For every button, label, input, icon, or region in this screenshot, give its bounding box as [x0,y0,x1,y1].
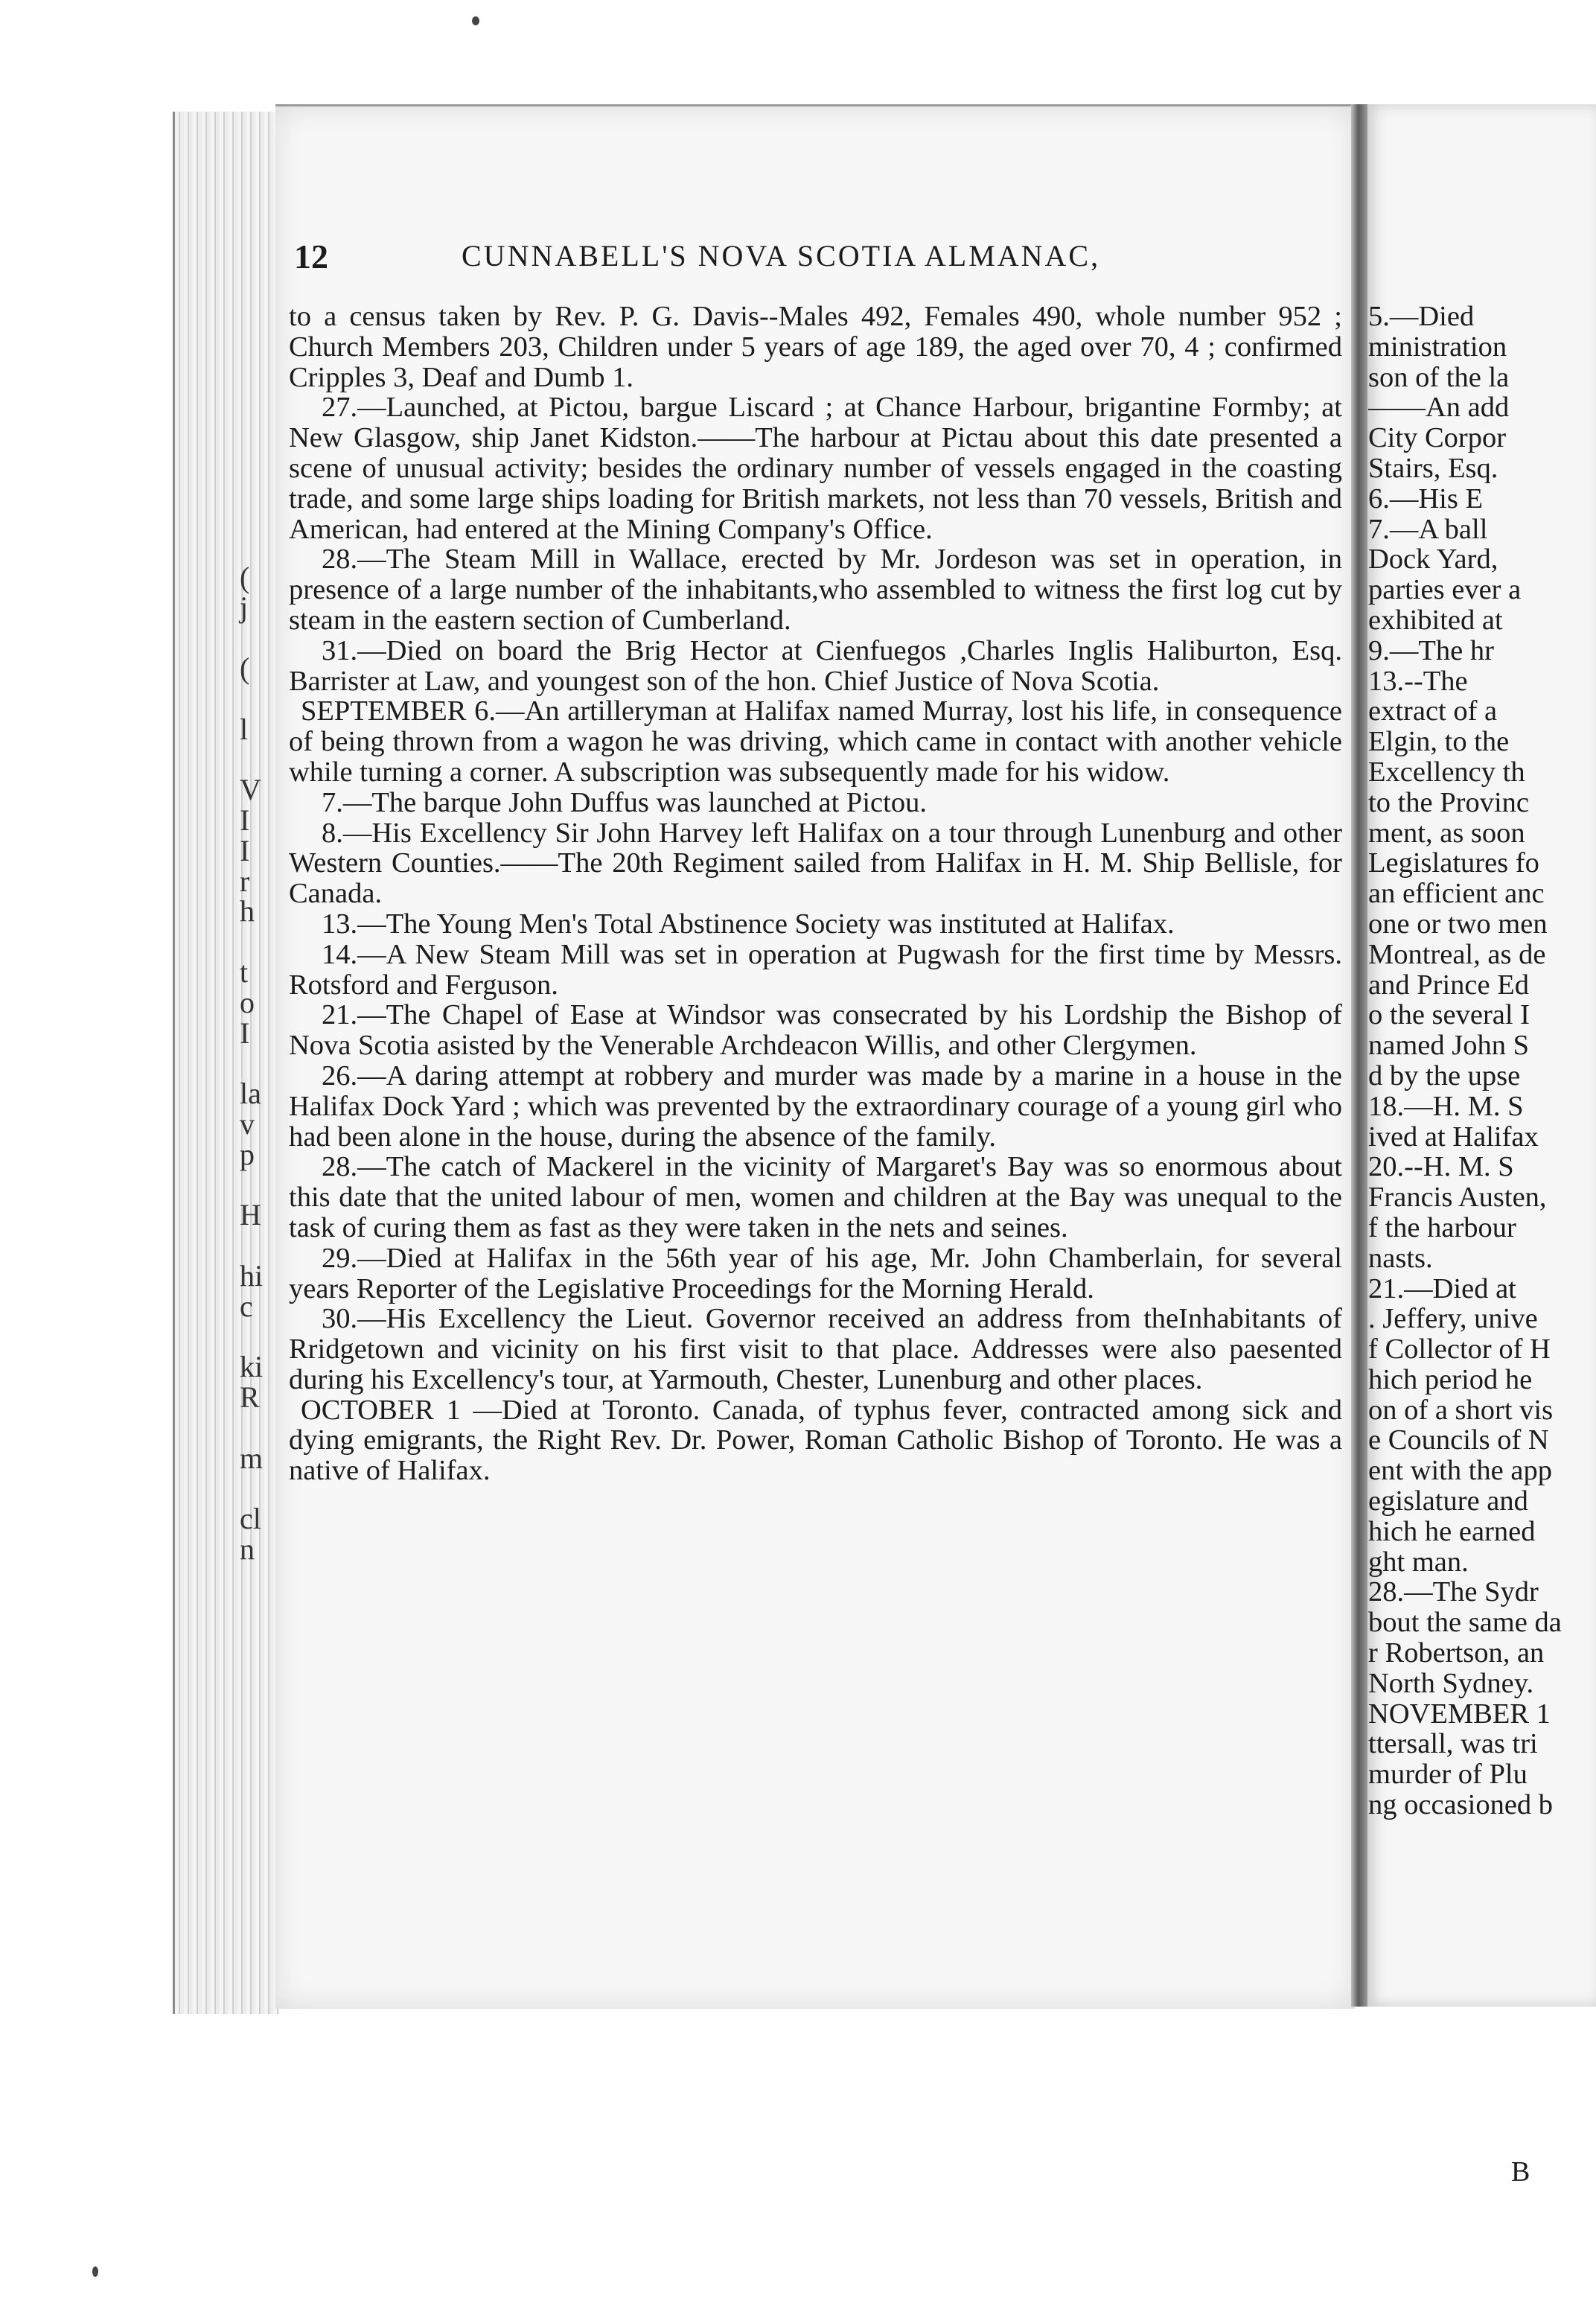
right-page-line: North Sydney. [1368,1668,1534,1699]
right-page-line: Montreal, as de [1368,939,1546,970]
margin-fragment: o [240,985,255,1019]
margin-fragment [240,471,269,502]
margin-fragment [240,441,269,471]
chronicle-entry-paragraph: 14.—A New Steam Mill was set in operation at Pugwash for the first time by Messrs. Rotsford and Ferguson. [289,938,1342,1001]
right-page-line: murder of Plu [1368,1759,1528,1791]
right-page-line: NOVEMBER 1 [1368,1698,1551,1730]
right-page-line: egislature and [1368,1486,1528,1517]
right-page-line: 7.—A ball [1368,514,1488,545]
right-page-line: f Collector of H [1368,1334,1551,1365]
month-entry-paragraph: SEPTEMBER 6.—An artilleryman at Halifax named Murray, lost his life, in consequence of being thrown from a wagon he was driving, which came in contact with another vehicle while turning a corner. A subscription was subsequently made for his widow. [289,695,1342,788]
chronicle-entry-paragraph: 27.—Launched, at Pictou, bargue Liscard ; at Chance Harbour, brigantine Formby; at New Glasgow, ship Janet Kidston.——The harbour at Pictau about this date presented a scene of unusual activity; besides the ordinary number of vessels engaged in the coasting trade, and some large ships loading for British markets, not less than 70 vessels, British and American, had entered at the Mining Company's Office. [289,392,1342,545]
page-body-text [289,302,1342,1486]
month-entry-paragraph: OCTOBER 1 —Died at Toronto. Canada, of typhus fever, contracted among sick and dying emigrants, the Right Rev. Dr. Power, Roman Catholic Bishop of Toronto. He was a native of Halifax. [289,1394,1342,1487]
right-page-line: named John S [1368,1030,1530,1061]
right-page-line: f the harbour [1368,1212,1516,1243]
right-page-line: Francis Austen, [1368,1182,1547,1213]
margin-fragment: t [240,955,249,989]
right-page-text [1368,302,1596,1820]
right-page-line: ng occasioned b [1368,1790,1554,1820]
right-page-line: on of a short vis [1368,1395,1554,1426]
chronicle-entry-paragraph: 30.—His Excellency the Lieut. Governor received an address from theInhabitants of Rridgetown and vicinity on his first visit to that place. Addresses were also paesented during his Excellency's tour, at Yarmouth, Chester, Lunenburg and other places. [289,1303,1342,1395]
margin-fragment: m [240,1441,264,1475]
chronicle-entry-paragraph: 28.—The catch of Mackerel in the vicinity of Margaret's Bay was so enormous about this date that the united labour of men, women and children at the Bay was unequal to the task of curing them as fast as they were taken in the nets and seines. [289,1151,1342,1243]
page-number: 12 [294,238,328,275]
margin-fragment: cl [240,1502,261,1536]
right-page-line: to the Provinc [1368,787,1529,818]
right-page-line: and Prince Ed [1368,969,1529,1001]
margin-fragment: V [240,773,261,807]
right-page-line: 20.--H. M. S [1368,1152,1514,1183]
margin-fragment [240,1048,269,1079]
right-page-line: r Robertson, an [1368,1638,1545,1669]
right-page-line: one or two men [1368,908,1548,940]
page-header [294,237,1351,281]
margin-fragment [240,684,269,715]
margin-fragment [240,927,269,957]
margin-fragment [240,1413,269,1444]
right-page-line: an efficient anc [1368,879,1545,909]
margin-fragment: I [240,833,250,867]
margin-fragment [240,532,269,563]
chronicle-entry-paragraph: to a census taken by Rev. P. G. Davis--Males 492, Females 490, whole number 952 ; Church Members 203, Children under 5 years of age 189, the aged over 70, 4 ; confirmed Cripples 3, Deaf and Dumb 1. [289,301,1342,393]
right-page-line: Stairs, Esq. [1368,453,1498,484]
margin-fragment: n [240,1532,255,1567]
right-page-line: ttersall, was tri [1368,1729,1538,1760]
right-page-line: 13.--The [1368,666,1468,697]
margin-fragment: I [240,1016,250,1050]
chronicle-entry-paragraph: 31.—Died on board the Brig Hector at Cienfuegos ,Charles Inglis Haliburton, Esq. Barrister at Law, and youngest son of the hon. Chief Justice of Nova Scotia. [289,634,1342,697]
right-page-line: hich he earned [1368,1516,1536,1547]
margin-fragment: v [240,1106,255,1141]
margin-fragment [240,1170,269,1201]
margin-fragment: ki [240,1350,264,1384]
right-page-line: 9.—The hr [1368,635,1494,666]
margin-fragment: j [240,590,249,625]
margin-fragment [240,350,269,380]
right-page-line: ment, as soon [1368,818,1525,849]
margin-fragment: c [240,1289,253,1323]
right-page-line: ——An add [1368,392,1510,424]
margin-fragment: I [240,803,250,837]
chronicle-entry-paragraph: 29.—Died at Halifax in the 56th year of his age, Mr. John Chamberlain, for several years Reporter of the Legislative Proceedings for the Morning Herald. [289,1242,1342,1304]
margin-fragment [240,1473,269,1504]
right-page-line: 6.—His E [1368,483,1483,514]
margin-fragment [240,1322,269,1353]
margin-fragment: p [240,1137,255,1171]
right-page-line: parties ever a [1368,575,1522,605]
margin-fragment: la [240,1077,261,1111]
right-page-line: 18.—H. M. S [1368,1091,1524,1122]
margin-fragment [240,502,269,532]
right-page-line: bout the same da [1368,1607,1562,1639]
margin-fragment: H [240,1198,261,1232]
right-page-line: d by the upse [1368,1060,1521,1092]
margin-fragment [240,745,269,775]
right-page-line: e Councils of N [1368,1425,1549,1456]
scan-speck [92,2266,98,2277]
margin-fragment: ( [240,560,250,594]
margin-fragment: ( [240,651,250,685]
right-page-line: . Jeffery, unive [1368,1304,1538,1335]
right-page-line: ministration [1368,331,1507,363]
margin-fragment: l [240,712,249,746]
margin-fragment: hi [240,1258,264,1293]
right-page-line: extract of a [1368,696,1498,727]
chronicle-entry-paragraph: 28.—The Steam Mill in Wallace, erected by Mr. Jordeson was set in operation, in presence of a large number of the inhabitants,who assembled to witness the first log cut by steam in the eastern section of Cumberland. [289,544,1342,636]
right-page-line: son of the la [1368,362,1510,393]
right-page-line: ght man. [1368,1546,1469,1578]
right-page-line: ent with the app [1368,1456,1552,1487]
signature-mark: B [1511,2156,1530,2187]
margin-fragment [240,411,269,442]
right-page-line: 21.—Died at [1368,1273,1516,1304]
right-page-line: exhibited at [1368,605,1503,636]
scan-speck [472,16,479,25]
margin-fragment: r [240,864,250,898]
right-page-line: Elgin, to the [1368,727,1510,757]
right-page-line: Excellency th [1368,756,1525,788]
right-page-line: ived at Halifax [1368,1121,1539,1153]
running-title: CUNNABELL'S NOVA SCOTIA ALMANAC, [462,239,1101,273]
right-page-line: 5.—Died [1368,302,1475,332]
chronicle-entry-paragraph: 21.—The Chapel of Ease at Windsor was consecrated by his Lordship the Bishop of Nova Scotia asisted by the Venerable Archdeacon Willis, and other Clergymen. [289,999,1342,1062]
left-margin-fragments [240,350,269,1565]
margin-fragment [240,623,269,654]
right-page-line: City Corpor [1368,423,1507,453]
chronicle-entry-paragraph: 8.—His Excellency Sir John Harvey left Halifax on a tour through Lunenburg and other Western Counties.——The 20th Regiment sailed from Halifax in H. M. Ship Bellisle, for Canada. [289,817,1342,910]
right-page-line: o the several I [1368,1000,1530,1031]
right-page-line: Legislatures fo [1368,848,1539,879]
chronicle-entry-paragraph: 26.—A daring attempt at robbery and murder was made by a marine in a house in the Halifax Dock Yard ; which was prevented by the extraordinary courage of a young girl who had been alone in the house, during the absence of the family. [289,1059,1342,1153]
right-page-line: hich period he [1368,1364,1533,1395]
right-page-line: nasts. [1368,1243,1433,1274]
margin-fragment: h [240,894,255,928]
margin-fragment [240,380,269,411]
chronicle-entry-paragraph: 7.—The barque John Duffus was launched at Pictou. [322,786,927,818]
chronicle-entry-paragraph: 13.—The Young Men's Total Abstinence Society was instituted at Halifax. [322,908,1175,940]
margin-fragment: R [240,1380,260,1415]
right-page-line: Dock Yard, [1368,544,1498,576]
book-gutter [1351,104,1367,2007]
right-page-line: 28.—The Sydr [1368,1577,1539,1608]
margin-fragment [240,1231,269,1261]
